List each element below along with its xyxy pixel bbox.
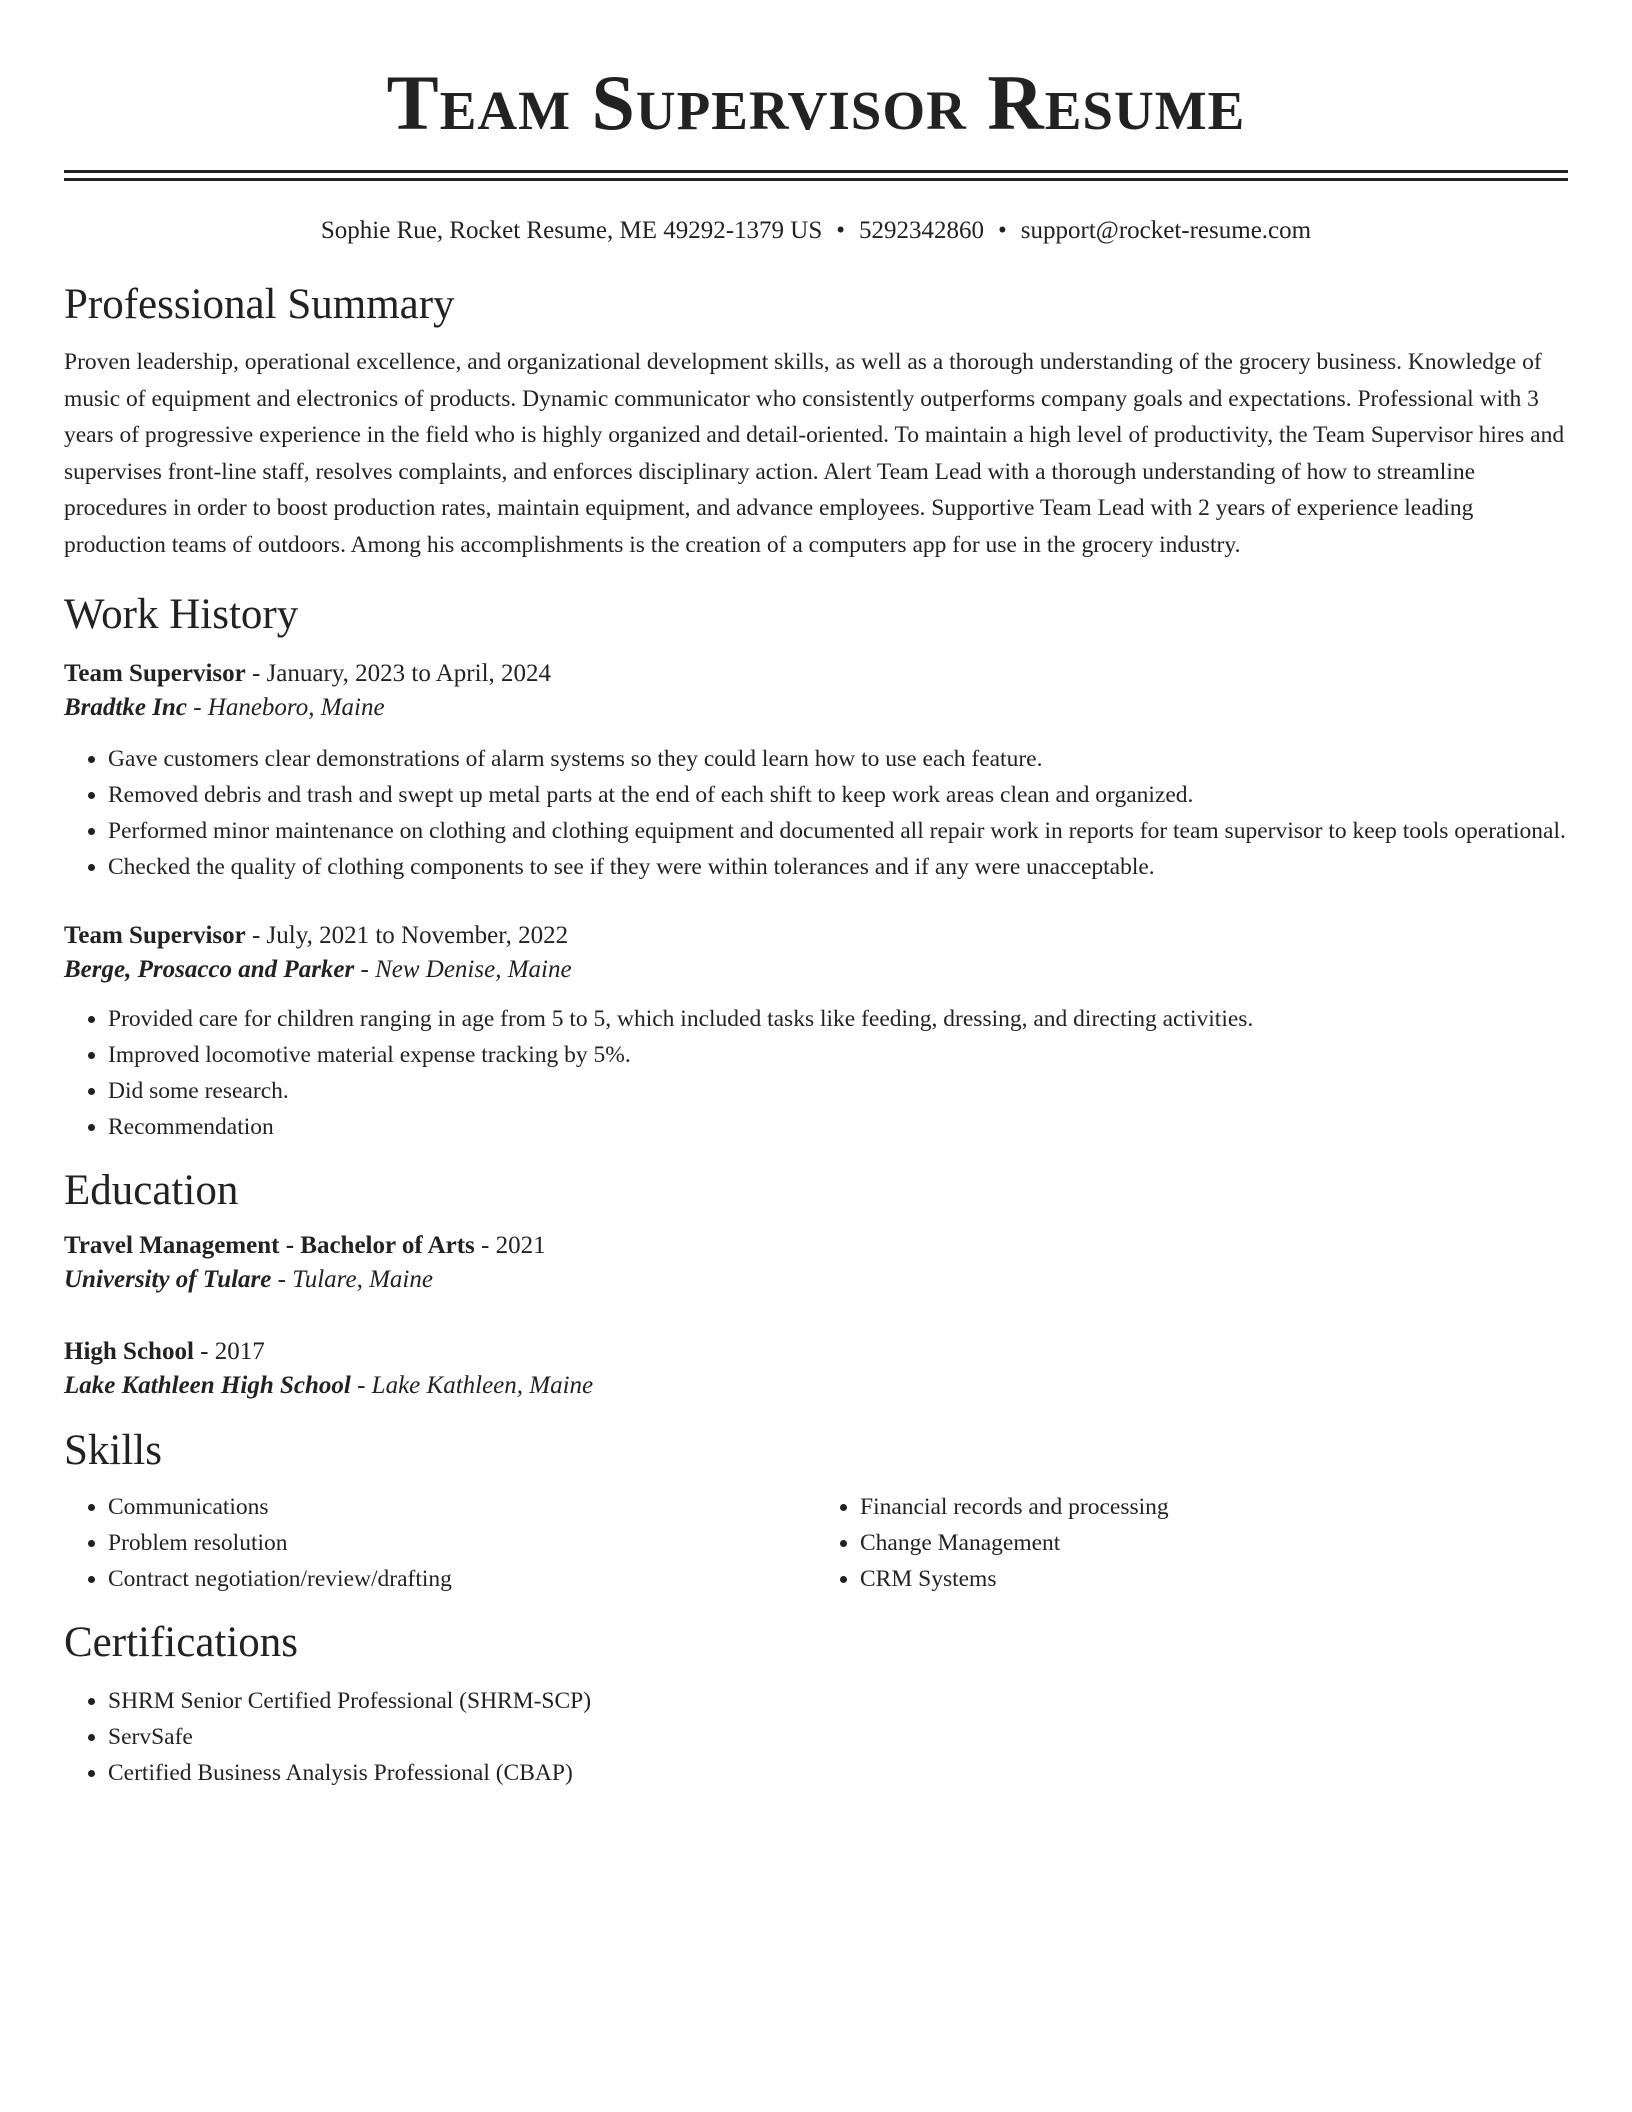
job-title: Team Supervisor: [64, 660, 246, 687]
list-item: • Did some research.: [108, 1073, 1568, 1109]
contact-separator-2: •: [998, 217, 1007, 244]
education-degree: Travel Management - Bachelor of Arts: [64, 1232, 475, 1259]
skills-columns: [64, 1489, 1568, 1597]
list-item: • Checked the quality of clothing components to see if they were within tolerances and if any were unacceptable.: [108, 849, 1568, 885]
education-school-line: [64, 1263, 1568, 1297]
education-entry-2: [64, 1335, 1568, 1403]
list-item: • Recommendation: [108, 1109, 1568, 1145]
job-company-line: [64, 953, 1568, 987]
education-entry-1: [64, 1229, 1568, 1297]
skills-list-left: [64, 1489, 816, 1597]
education-year: - 2017: [193, 1338, 265, 1365]
skills-heading: Skills: [64, 1427, 162, 1474]
job-company-line: [64, 691, 1568, 725]
page-title: Team Supervisor Resume: [386, 59, 1246, 146]
job-company: Bradtke Inc: [64, 694, 187, 721]
work-history-section: [64, 589, 1568, 1145]
job-entry-1: [64, 657, 1568, 885]
skills-section: [64, 1425, 1568, 1597]
summary-text: Proven leadership, operational excellence, and organizational development skills, as well as a thorough understanding of the grocery business. Knowledge of music of equipment and electronics of products. Dynamic communicator who consistently outperforms company goals and expectations. Professional with 3 years of progressive experience in the field who is highly organized and detail-oriented. To maintain a high level of productivity, the Team Supervisor hires and supervises front-line staff, resolves complaints, and enforces disciplinary action. Alert Team Lead with a thorough understanding of how to streamline procedures in order to boost production rates, maintain equipment, and advance employees. Supportive Team Lead with 2 years of experience leading production teams of outdoors. Among his accomplishments is the creation of a computers app for use in the grocery industry.: [64, 349, 1565, 558]
list-item: • Performed minor maintenance on clothing and clothing equipment and documented all repair work in reports for team supervisor to keep tools operational.: [108, 813, 1568, 849]
title-double-rule: [64, 170, 1568, 181]
job-location: - Haneboro, Maine: [186, 694, 385, 721]
certifications-heading: Certifications: [64, 1619, 299, 1666]
contact-address: Sophie Rue, Rocket Resume, ME 49292-1379 US: [320, 217, 823, 244]
contact-phone: 5292342860: [859, 217, 985, 244]
list-item: • SHRM Senior Certified Professional (SHRM-SCP): [108, 1683, 1568, 1719]
summary-heading: Professional Summary: [64, 281, 455, 328]
education-degree: High School: [64, 1338, 194, 1365]
education-year: - 2021: [474, 1232, 546, 1259]
education-school: University of Tulare: [64, 1266, 272, 1293]
list-item: • Certified Business Analysis Professional (CBAP): [108, 1755, 1568, 1791]
list-item: • Problem resolution: [108, 1525, 816, 1561]
job-title-line: [64, 657, 1568, 691]
job-company: Berge, Prosacco and Parker: [64, 956, 355, 983]
list-item: • Removed debris and trash and swept up metal parts at the end of each shift to keep work areas clean and organized.: [108, 777, 1568, 813]
list-item: • Gave customers clear demonstrations of alarm systems so they could learn how to use each feature.: [108, 741, 1568, 777]
list-item: • Change Management: [860, 1525, 1568, 1561]
list-item: • Financial records and processing: [860, 1489, 1568, 1525]
list-item: • ServSafe: [108, 1719, 1568, 1755]
job-bullet-list: [64, 1001, 1568, 1145]
job-location: - New Denise, Maine: [354, 956, 572, 983]
contact-separator-1: •: [836, 217, 846, 244]
education-location: - Lake Kathleen, Maine: [350, 1372, 594, 1399]
education-school-line: [64, 1369, 1568, 1403]
certifications-list: [64, 1683, 1568, 1791]
education-section: [64, 1165, 1568, 1403]
contact-line: [64, 215, 1568, 247]
list-item: • Provided care for children ranging in age from 5 to 5, which included tasks like feeding, dressing, and directing activities.: [108, 1001, 1568, 1037]
education-degree-line: [64, 1229, 1568, 1263]
work-history-heading: Work History: [64, 591, 299, 638]
list-item: • Contract negotiation/review/drafting: [108, 1561, 816, 1597]
list-item: • Communications: [108, 1489, 816, 1525]
list-item: • CRM Systems: [860, 1561, 1568, 1597]
job-title-line: [64, 919, 1568, 953]
job-dates: - July, 2021 to November, 2022: [245, 922, 569, 949]
job-entry-2: [64, 919, 1568, 1145]
education-heading: Education: [64, 1167, 239, 1214]
professional-summary-section: [64, 279, 1568, 563]
job-title: Team Supervisor: [64, 922, 246, 949]
certifications-section: [64, 1617, 1568, 1791]
job-bullet-list: [64, 741, 1568, 885]
education-degree-line: [64, 1335, 1568, 1369]
education-school: Lake Kathleen High School: [64, 1372, 351, 1399]
contact-email: support@rocket-resume.com: [1020, 217, 1312, 244]
skills-list-right: [816, 1489, 1568, 1597]
job-dates: - January, 2023 to April, 2024: [245, 660, 552, 687]
education-location: - Tulare, Maine: [271, 1266, 433, 1293]
list-item: • Improved locomotive material expense tracking by 5%.: [108, 1037, 1568, 1073]
